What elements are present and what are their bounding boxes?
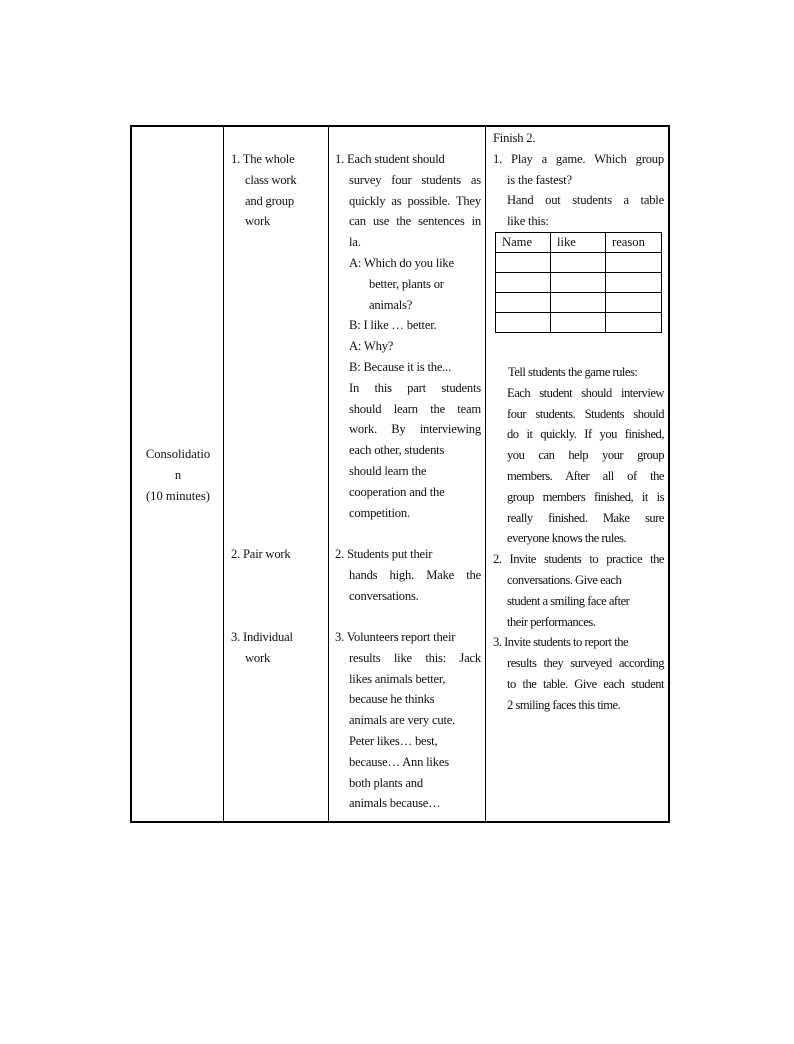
teacher-line: really finished. Make sure [507,510,664,525]
table-header-cell: like [551,233,606,253]
table-cell [496,293,551,313]
column-divider [485,127,486,821]
table-cell [606,313,662,333]
activity-line: quickly as possible. They [349,193,481,208]
teacher-line: Hand out students a table [507,193,664,208]
table-cell [606,273,662,293]
activity-line: conversations. [349,588,419,603]
table-cell [606,293,662,313]
table-row [496,293,662,313]
activity-line: work. By interviewing [349,422,481,437]
form-line: Individual [243,630,293,644]
stage-name-line2: n [174,467,182,482]
activity-line: 3. Volunteers report their [335,630,456,644]
activity-line: la. [349,235,361,250]
activity-1 [335,149,481,523]
table-header-cell: reason [606,233,662,253]
teacher-line: everyone knows the rules. [507,531,626,546]
table-cell [551,293,606,313]
form-number: 2. [231,547,241,561]
form-line: work [245,214,271,229]
activity-line: animals because… [349,796,441,811]
activity-line: animals are very cute. [349,713,456,728]
form-item-1 [231,149,323,232]
teacher-line: members. After all of the [507,468,664,483]
teacher-line: to the table. Give each student [507,676,664,691]
table-row [496,313,662,333]
teacher-line: group members finished, it is [507,489,664,504]
activity-line: both plants and [349,775,423,790]
stage-name-line1: Consolidatio [145,447,211,461]
table-cell [496,273,551,293]
activity-line: survey four students as [349,172,481,187]
activity-line: likes animals better, [349,671,446,686]
table-cell [551,253,606,273]
dialogue-line: A: Which do you like [349,255,454,270]
form-number: 1. [231,152,241,166]
form-line: work [245,650,271,665]
activity-line: should learn the [349,463,427,478]
form-item-3 [231,627,323,669]
form-line: and group [245,193,294,208]
form-line: class work [245,172,297,187]
table-header-cell: Name [496,233,551,253]
teacher-line: their performances. [507,614,596,629]
activity-line: hands high. Make the [349,567,481,582]
activity-line: cooperation and the [349,484,445,499]
activity-3 [335,627,481,814]
activity-line: because he thinks [349,692,435,707]
form-number: 3. [231,630,241,644]
teacher-line: student a smiling face after [507,593,630,608]
dialogue-line: A: Why? [349,339,394,354]
activity-line: competition. [349,505,410,520]
teacher-rules [493,362,664,716]
table-cell [551,273,606,293]
teacher-line: Tell students the game rules: [508,365,638,379]
activity-line: because… Ann likes [349,754,449,769]
stage-cell [132,444,224,506]
table-cell [496,253,551,273]
teacher-line: 2 smiling faces this time. [507,697,621,712]
activity-line: Peter likes… best, [349,733,438,748]
dialogue-line: B: I like … better. [349,318,437,333]
activity-line: 1. Each student should [335,152,445,166]
activity-line: results like this: Jack [349,650,481,665]
stage-duration: (10 minutes) [145,488,210,503]
teacher-line: Each student should interview [507,385,664,400]
teacher-line: like this: [507,214,549,229]
teacher-line: conversations. Give each [507,572,622,587]
teacher-line: 1. Play a game. Which group [493,151,664,166]
teacher-line: 3. Invite students to report the [493,635,629,650]
table-cell [606,253,662,273]
dialogue-line: B: Because it is the... [349,359,452,374]
survey-table [495,232,662,333]
teacher-line: do it quickly. If you finished, [507,427,664,442]
activity-2 [335,544,481,606]
teacher-line: four students. Students should [507,406,664,421]
dialogue-line: better, plants or [369,276,444,291]
activity-line: should learn the team [349,401,481,416]
form-item-2 [231,544,323,565]
table-cell [551,313,606,333]
teacher-game [493,128,664,232]
column-divider [328,127,329,821]
table-row [496,273,662,293]
teacher-line: 2. Invite students to practice the [493,552,664,567]
teacher-line: Finish 2. [493,131,536,145]
teacher-line: results they surveyed according [507,656,664,671]
activity-line: In this part students [349,380,481,395]
activity-line: each other, students [349,443,445,458]
activity-line: can use the sentences in [349,214,481,229]
table-row [496,253,662,273]
dialogue-line: animals? [369,297,413,312]
form-line: Pair work [243,547,291,561]
teacher-line: is the fastest? [507,172,572,187]
table-header-row [496,233,662,253]
teacher-line: you can help your group [507,448,664,463]
table-cell [496,313,551,333]
form-line: The whole [242,152,295,166]
lesson-table [130,125,670,823]
activity-line: 2. Students put their [335,547,433,561]
